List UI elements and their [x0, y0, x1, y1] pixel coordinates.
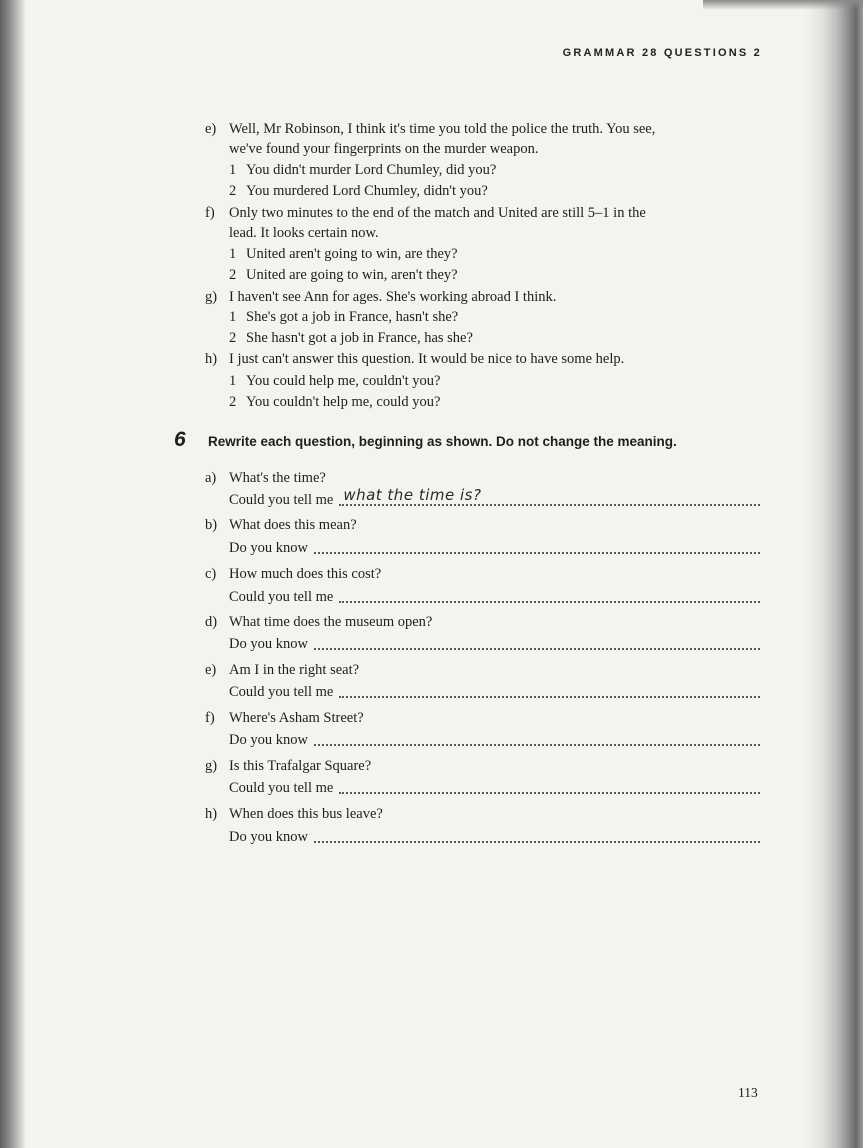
- item-letter: a): [205, 470, 217, 486]
- scan-edge-top: [703, 0, 863, 10]
- scan-binding-shadow-right: [805, 0, 863, 1148]
- answer-row: [229, 588, 760, 606]
- answer-prompt: Could you tell me: [229, 684, 334, 700]
- answer-row: [229, 486, 760, 509]
- item-question: Where's Asham Street?: [229, 710, 364, 726]
- item-text: I haven't see Ann for ages. She's working abroad I think.: [229, 289, 557, 305]
- item-letter: e): [205, 662, 217, 678]
- answer-prompt: Do you know: [229, 540, 308, 556]
- answer-prompt: Do you know: [229, 732, 308, 748]
- answer-prompt: Could you tell me: [229, 780, 334, 796]
- option-text: You didn't murder Lord Chumley, did you?: [246, 162, 497, 178]
- answer-prompt: Do you know: [229, 829, 308, 845]
- option-text: She's got a job in France, hasn't she?: [246, 309, 459, 325]
- item-letter: f): [205, 710, 215, 726]
- item-question: Am I in the right seat?: [229, 662, 360, 678]
- answer-blank[interactable]: [339, 488, 760, 506]
- item-letter: h): [205, 806, 218, 822]
- option-text: You murdered Lord Chumley, didn't you?: [246, 183, 488, 199]
- option-text: United are going to win, aren't they?: [246, 267, 458, 283]
- answer-prompt: Could you tell me: [229, 589, 334, 605]
- exercise-instruction: Rewrite each question, beginning as shown. Do not change the meaning.: [208, 434, 677, 449]
- scan-binding-shadow-left: [0, 0, 26, 1148]
- page-number: 113: [738, 1085, 758, 1100]
- option-number: 1: [229, 246, 237, 262]
- answer-blank[interactable]: [339, 776, 760, 794]
- option-number: 2: [229, 394, 237, 410]
- running-header: GRAMMAR 28 QUESTIONS 2: [562, 47, 762, 59]
- answer-blank[interactable]: [314, 536, 760, 554]
- item-letter: e): [205, 121, 217, 137]
- answer-blank[interactable]: [314, 632, 760, 650]
- answer-row: [229, 539, 760, 557]
- item-letter: b): [205, 517, 218, 533]
- item-letter: h): [205, 351, 218, 367]
- option-text: You couldn't help me, could you?: [246, 394, 441, 410]
- option-text: You could help me, couldn't you?: [246, 373, 441, 389]
- option-number: 1: [229, 162, 237, 178]
- item-text: we've found your fingerprints on the murder weapon.: [229, 141, 539, 157]
- option-number: 2: [229, 330, 237, 346]
- item-letter: d): [205, 614, 218, 630]
- item-question: What does this mean?: [229, 517, 357, 533]
- item-question: What's the time?: [229, 470, 326, 486]
- item-letter: g): [205, 289, 218, 305]
- option-number: 2: [229, 267, 237, 283]
- item-question: Is this Trafalgar Square?: [229, 758, 372, 774]
- answer-row: [229, 731, 760, 749]
- item-text: Only two minutes to the end of the match and United are still 5–1 in the: [229, 205, 646, 221]
- option-number: 2: [229, 183, 237, 199]
- option-number: 1: [229, 309, 237, 325]
- item-letter: c): [205, 566, 217, 582]
- answer-row: [229, 779, 760, 797]
- option-number: 1: [229, 373, 237, 389]
- item-text: Well, Mr Robinson, I think it's time you told the police the truth. You see,: [229, 121, 656, 137]
- answer-row: [229, 828, 760, 846]
- option-text: She hasn't got a job in France, has she?: [246, 330, 473, 346]
- handwritten-answer: what the time is?: [343, 486, 482, 504]
- answer-row: [229, 683, 760, 701]
- answer-blank[interactable]: [339, 585, 760, 603]
- answer-prompt: Could you tell me: [229, 492, 334, 508]
- item-text: lead. It looks certain now.: [229, 225, 379, 241]
- item-text: I just can't answer this question. It would be nice to have some help.: [229, 351, 625, 367]
- item-letter: f): [205, 205, 215, 221]
- item-letter: g): [205, 758, 218, 774]
- answer-blank[interactable]: [314, 728, 760, 746]
- item-question: What time does the museum open?: [229, 614, 433, 630]
- answer-row: [229, 635, 760, 653]
- option-text: United aren't going to win, are they?: [246, 246, 458, 262]
- answer-blank[interactable]: [339, 680, 760, 698]
- answer-blank[interactable]: [314, 825, 760, 843]
- exercise-number: 6: [174, 428, 186, 451]
- answer-prompt: Do you know: [229, 636, 308, 652]
- item-question: When does this bus leave?: [229, 806, 383, 822]
- item-question: How much does this cost?: [229, 566, 382, 582]
